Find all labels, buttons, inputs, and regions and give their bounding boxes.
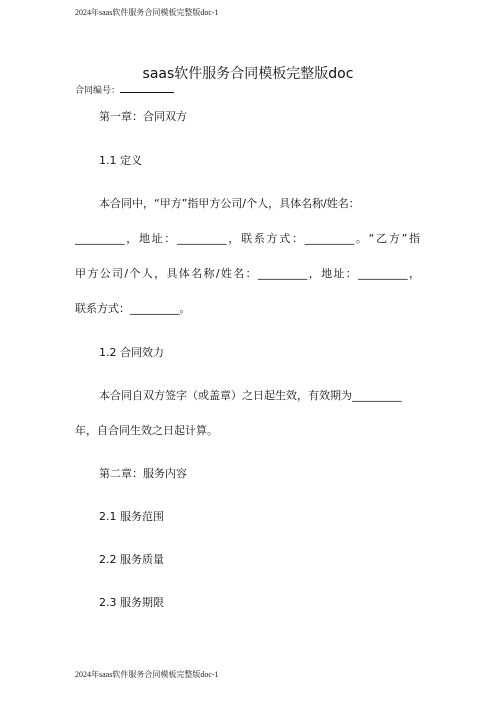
page-footer: 2024年saas软件服务合同模板完整版doc-1 [75, 670, 219, 679]
section-1-1-heading: 1.1 定义 [99, 154, 142, 167]
paragraph-2-line-1: 本合同自双方签字（或盖章）之日起生效，有效期为_________ [99, 389, 402, 402]
paragraph-1-line-2: _________，地址：_________，联系方式：_________。“乙方”指 [75, 232, 420, 245]
paragraph-2-line-2: 年，自合同生效之日起计算。 [75, 424, 218, 437]
chapter-2-heading: 第二章：服务内容 [99, 467, 187, 480]
document-title: saas软件服务合同模板完整版doc [142, 66, 354, 82]
contract-number-blank [120, 83, 174, 93]
paragraph-1-line-4: 联系方式：_________。 [75, 302, 191, 315]
chapter-1-heading: 第一章：合同双方 [99, 110, 187, 123]
section-2-3-heading: 2.3 服务期限 [99, 596, 164, 609]
contract-number [75, 83, 174, 96]
section-2-1-heading: 2.1 服务范围 [99, 510, 164, 523]
contract-number-label: 合同编号： [75, 85, 121, 95]
paragraph-1-line-3: 甲方公司/个人，具体名称/姓名：_________，地址：_________， [75, 267, 420, 280]
page-header: 2024年saas软件服务合同模板完整版doc-1 [75, 8, 219, 17]
section-2-2-heading: 2.2 服务质量 [99, 553, 164, 566]
paragraph-1-line-1: 本合同中，“甲方”指甲方公司/个人，具体名称/姓名： [99, 197, 360, 210]
section-1-2-heading: 1.2 合同效力 [99, 346, 164, 359]
